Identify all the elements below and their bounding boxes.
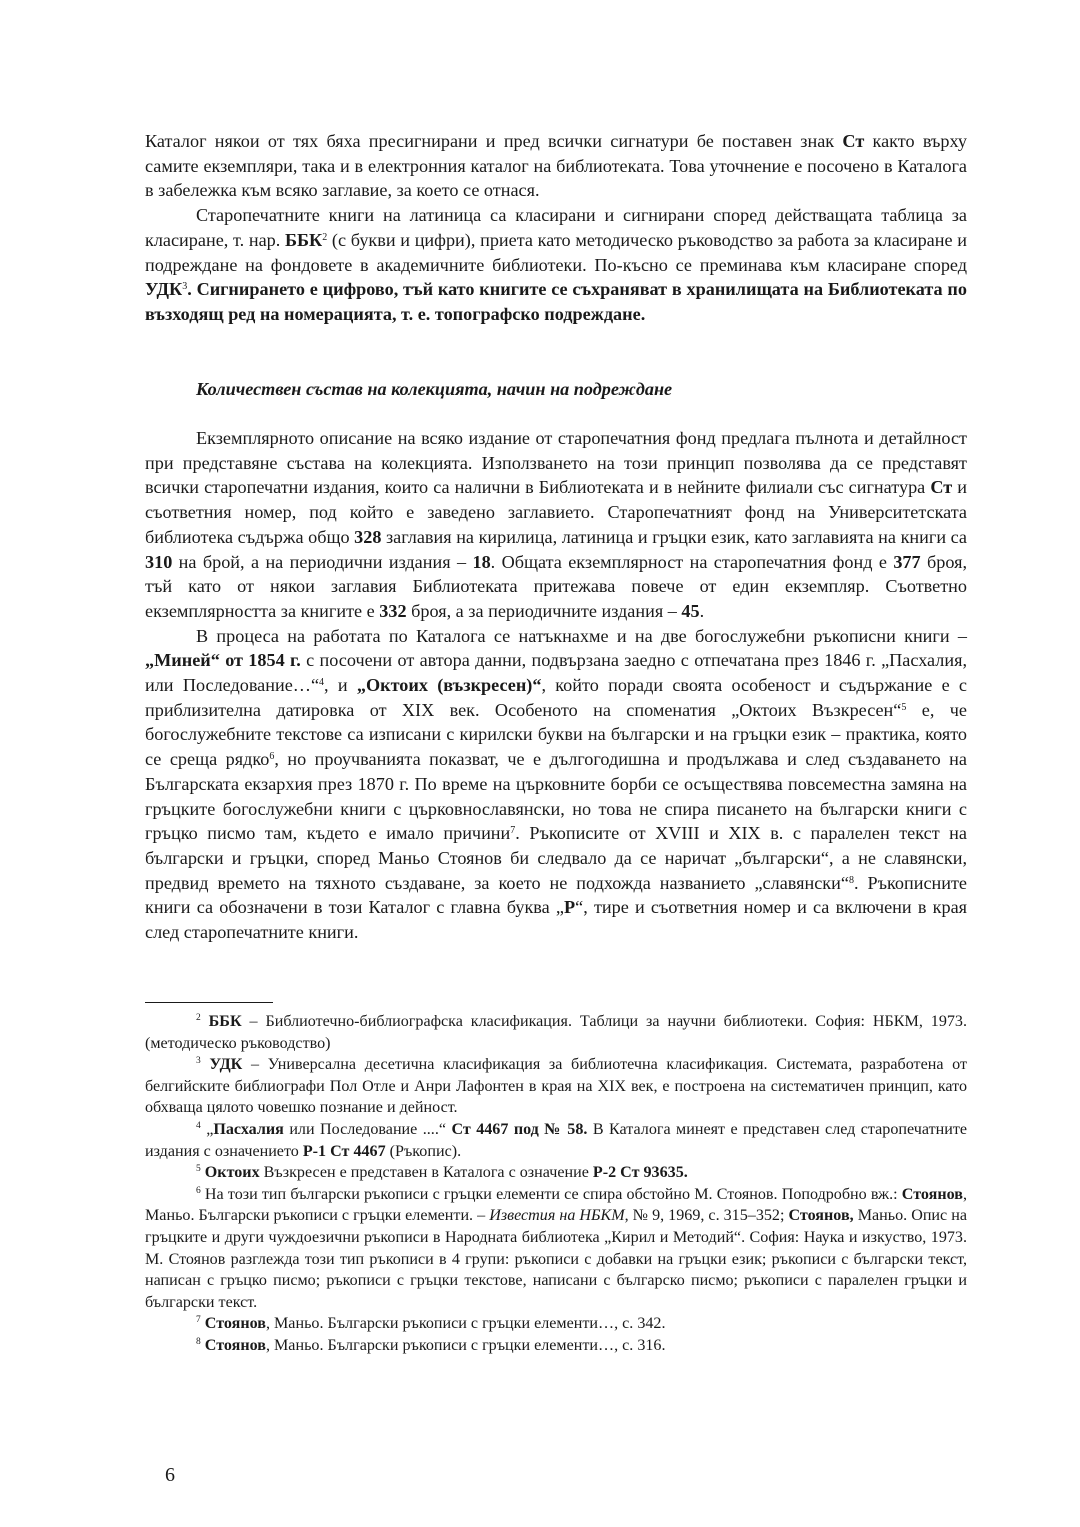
paragraph-1 <box>145 129 967 203</box>
bold-text: . Сигнирането е цифрово, тъй като книгите се съхраняват в хранилищата на Библиотеката по възходящ ред на номерацията, т. е. топографско подреждане. <box>145 279 967 324</box>
bold-text: 45 <box>681 600 700 621</box>
footnote-4 <box>145 1119 967 1162</box>
text: В процеса на работата по Каталога се натъкнахме и на две богослужебни ръкописни книги – <box>196 625 967 646</box>
bold-text: Стоянов <box>901 1185 963 1203</box>
footnote-number: 3 <box>196 1056 201 1067</box>
text: – Универсална десетична класификация за библиотечна класификация. Системата, разработена от белгийските библиографи Пол Отле и Анри Лафонтен в края на XIX век, е построена на систематичен принцип, като обхваща цялото човешко познание и дейност. <box>145 1056 967 1117</box>
bold-text: ББК <box>284 229 323 250</box>
section-heading-block <box>145 377 967 402</box>
footnote-ref: 6 <box>269 751 275 763</box>
footnote-6 <box>145 1184 967 1314</box>
bold-text: Р <box>564 897 576 918</box>
bold-text: Р-1 Ст 4467 <box>302 1142 386 1160</box>
text: , и <box>324 675 357 696</box>
footnote-ref: 3 <box>182 281 188 293</box>
footnote-divider <box>145 1002 273 1003</box>
footnote-2 <box>145 1011 967 1054</box>
bold-text: 377 <box>893 551 921 572</box>
text: . Ръкописните книги са обозначени в този Каталог с главна буква „ <box>145 872 968 918</box>
text: или Последование ....“ <box>283 1120 452 1138</box>
text: броя, тъй като от някои заглавия Библиотеката притежава повече от един екземпляр. Съответно екземплярността за книгите е <box>145 551 967 621</box>
paragraph-3 <box>145 426 967 624</box>
footnote-7 <box>145 1313 967 1335</box>
paragraph-2 <box>145 203 967 327</box>
text: броя, а за периодичните издания – <box>406 600 682 621</box>
text: . Ръкописите от XVIII и XIX в. с паралелен текст на български и гръцки, според Маньо Стоянов би следвало да се наричат „български“, а не славянски, предвид времето на тяхното създаване, за което не подхожда названието „славянски“ <box>145 823 967 893</box>
bold-text: 332 <box>379 600 407 621</box>
bold-text: Ст 4467 под № 58. <box>451 1120 588 1138</box>
text: , Маньо. Български ръкописи с гръцки елементи. – <box>145 1185 967 1225</box>
footnote-8 <box>145 1335 967 1357</box>
footnote-ref: 8 <box>848 874 854 886</box>
bold-text: Стоянов, <box>788 1207 854 1225</box>
footnotes <box>145 1011 967 1357</box>
text: е, че богослужебните текстове са изписани с кирилски букви на български и на гръцки език – практика, която се среща рядко <box>145 699 967 770</box>
text: , но проучванията показват, че е дългогодишна и продължава и след създаването на Българската екзархия през 1870 г. По време на църковните борби се осъществява повсеместна замяна на гръцките богослужебни книги с църковнославянски, но това не спира писането на български книги с гръцко писмо там, където е имало причини <box>145 749 967 844</box>
main-text-top <box>145 129 967 327</box>
footnote-3 <box>145 1054 967 1119</box>
footnote-number: 7 <box>196 1315 201 1326</box>
text: (Ръкопис). <box>385 1142 462 1160</box>
text: Старопечатните книги на латиница са класирани и сигнирани според действащата таблица за класиране, т. нар. <box>145 205 967 250</box>
bold-text: 328 <box>354 526 382 547</box>
bold-text: Р-2 Ст 93635. <box>592 1164 688 1182</box>
page-number: 6 <box>165 1464 175 1486</box>
text: Каталог някои от тях бяха пресигнирани и пред всички сигнатури бе поставен знак <box>145 131 843 151</box>
footnote-number: 5 <box>196 1164 201 1175</box>
bold-text: 18 <box>472 551 491 572</box>
text: . Общата екземплярност на старопечатния фонд е <box>490 551 894 572</box>
text: с посочени от автора данни, подвързана заедно с отпечатана през 1846 г. „Пасхалия, или Последование…“ <box>145 650 967 696</box>
footnote-ref: 5 <box>901 701 907 713</box>
bold-text: УДК <box>145 279 183 300</box>
footnote-number: 2 <box>196 1013 201 1023</box>
text: и съответния номер, под който е заведено заглавието. Старопечатният фонд на Университетската библиотека съдържа общо <box>145 477 967 547</box>
bold-text: „Миней“ от 1854 г. <box>145 650 301 671</box>
text: както върху самите екземпляри, така и в електронния каталог на библиотеката. Това уточнение е посочено в Каталога в забележка към всяко заглавие, за което се отнася. <box>145 131 967 201</box>
text: , № 9, 1969, с. 315–352; <box>624 1207 789 1225</box>
bold-text: Ст <box>842 131 865 151</box>
footnote-ref: 2 <box>322 231 328 243</box>
bold-text: Пасхалия <box>213 1120 284 1138</box>
italic-text: Известия на НБКМ <box>489 1207 625 1225</box>
footnote-number: 8 <box>196 1336 201 1347</box>
footnote-ref: 4 <box>319 677 325 689</box>
bold-text: Октоих <box>204 1164 260 1182</box>
footnote-ref: 7 <box>510 825 516 837</box>
footnote-number: 6 <box>196 1185 201 1196</box>
bold-text: Ст <box>930 477 953 498</box>
bold-text: Стоянов <box>204 1315 266 1333</box>
text: , Маньо. Български ръкописи с гръцки елементи…, с. 316. <box>265 1336 666 1354</box>
bold-text: УДК <box>209 1056 243 1074</box>
text: , който поради своята особеност и съдържание е с приблизителна датировка от XIX век. Особеното на споменатия „Октоих Възкресен“ <box>145 675 967 720</box>
bold-text: „Октоих (възкресен)“ <box>356 675 542 696</box>
text: “, тире и съответния номер и са включени в края след старопечатните книги. <box>145 897 968 943</box>
text: „ <box>200 1120 214 1138</box>
bold-text: Стоянов <box>204 1336 266 1354</box>
text: (с букви и цифри), приета като методическо ръководство за работа за класиране и подреждане на фондовете в академичните библиотеки. По-късно се преминава към класиране според <box>145 229 967 275</box>
text: . <box>699 600 705 621</box>
paragraph-4 <box>145 624 967 945</box>
text: Екземплярното описание на всяко издание от старопечатния фонд предлага пълнота и детайлност при представяне състава на колекцията. Използването на този принцип позволява да се представят всички старопечатни издания, които са налични в Библиотеката и в нейните филиали със сигнатура <box>145 428 967 498</box>
text: заглавия на кирилица, латиница и гръцки език, като заглавията на книги са <box>381 526 967 547</box>
bold-text: 310 <box>145 551 173 572</box>
footnote-5 <box>145 1162 967 1184</box>
footnote-number: 4 <box>196 1120 201 1131</box>
text: на брой, а на периодични издания – <box>172 551 473 572</box>
text: В Каталога минеят е представен след старопечатните издания с означението <box>145 1120 967 1160</box>
text: Маньо. Опис на гръцките и други чуждоезични ръкописи в Народната библиотека „Кирил и Методий“. София: Наука и изкуство, 1973. М. Стоянов разглежда този тип ръкописи в 4 групи: ръкописи с добавки на гръцки език; ръкописи с български текст, написан с гръцко писмо; ръкописи с гръцки текстове, написани с българско писмо; ръкописи с паралелен гръцки и български текст. <box>145 1207 967 1311</box>
text: На този тип български ръкописи с гръцки елементи се спира обстойно М. Стоянов. Поподробно вж.: <box>200 1185 902 1203</box>
text: Възкресен е представен в Каталога с означение <box>259 1164 593 1182</box>
bold-text: ББК <box>208 1013 242 1030</box>
text: , Маньо. Български ръкописи с гръцки елементи…, с. 342. <box>265 1315 666 1333</box>
main-text-bottom <box>145 426 967 945</box>
text: – Библиотечно-библиографска класификация. Таблици за научни библиотеки. София: НБКМ, 1973. (методическо ръководство) <box>145 1013 967 1052</box>
section-heading: Количествен състав на колекцията, начин на подреждане <box>196 379 673 399</box>
